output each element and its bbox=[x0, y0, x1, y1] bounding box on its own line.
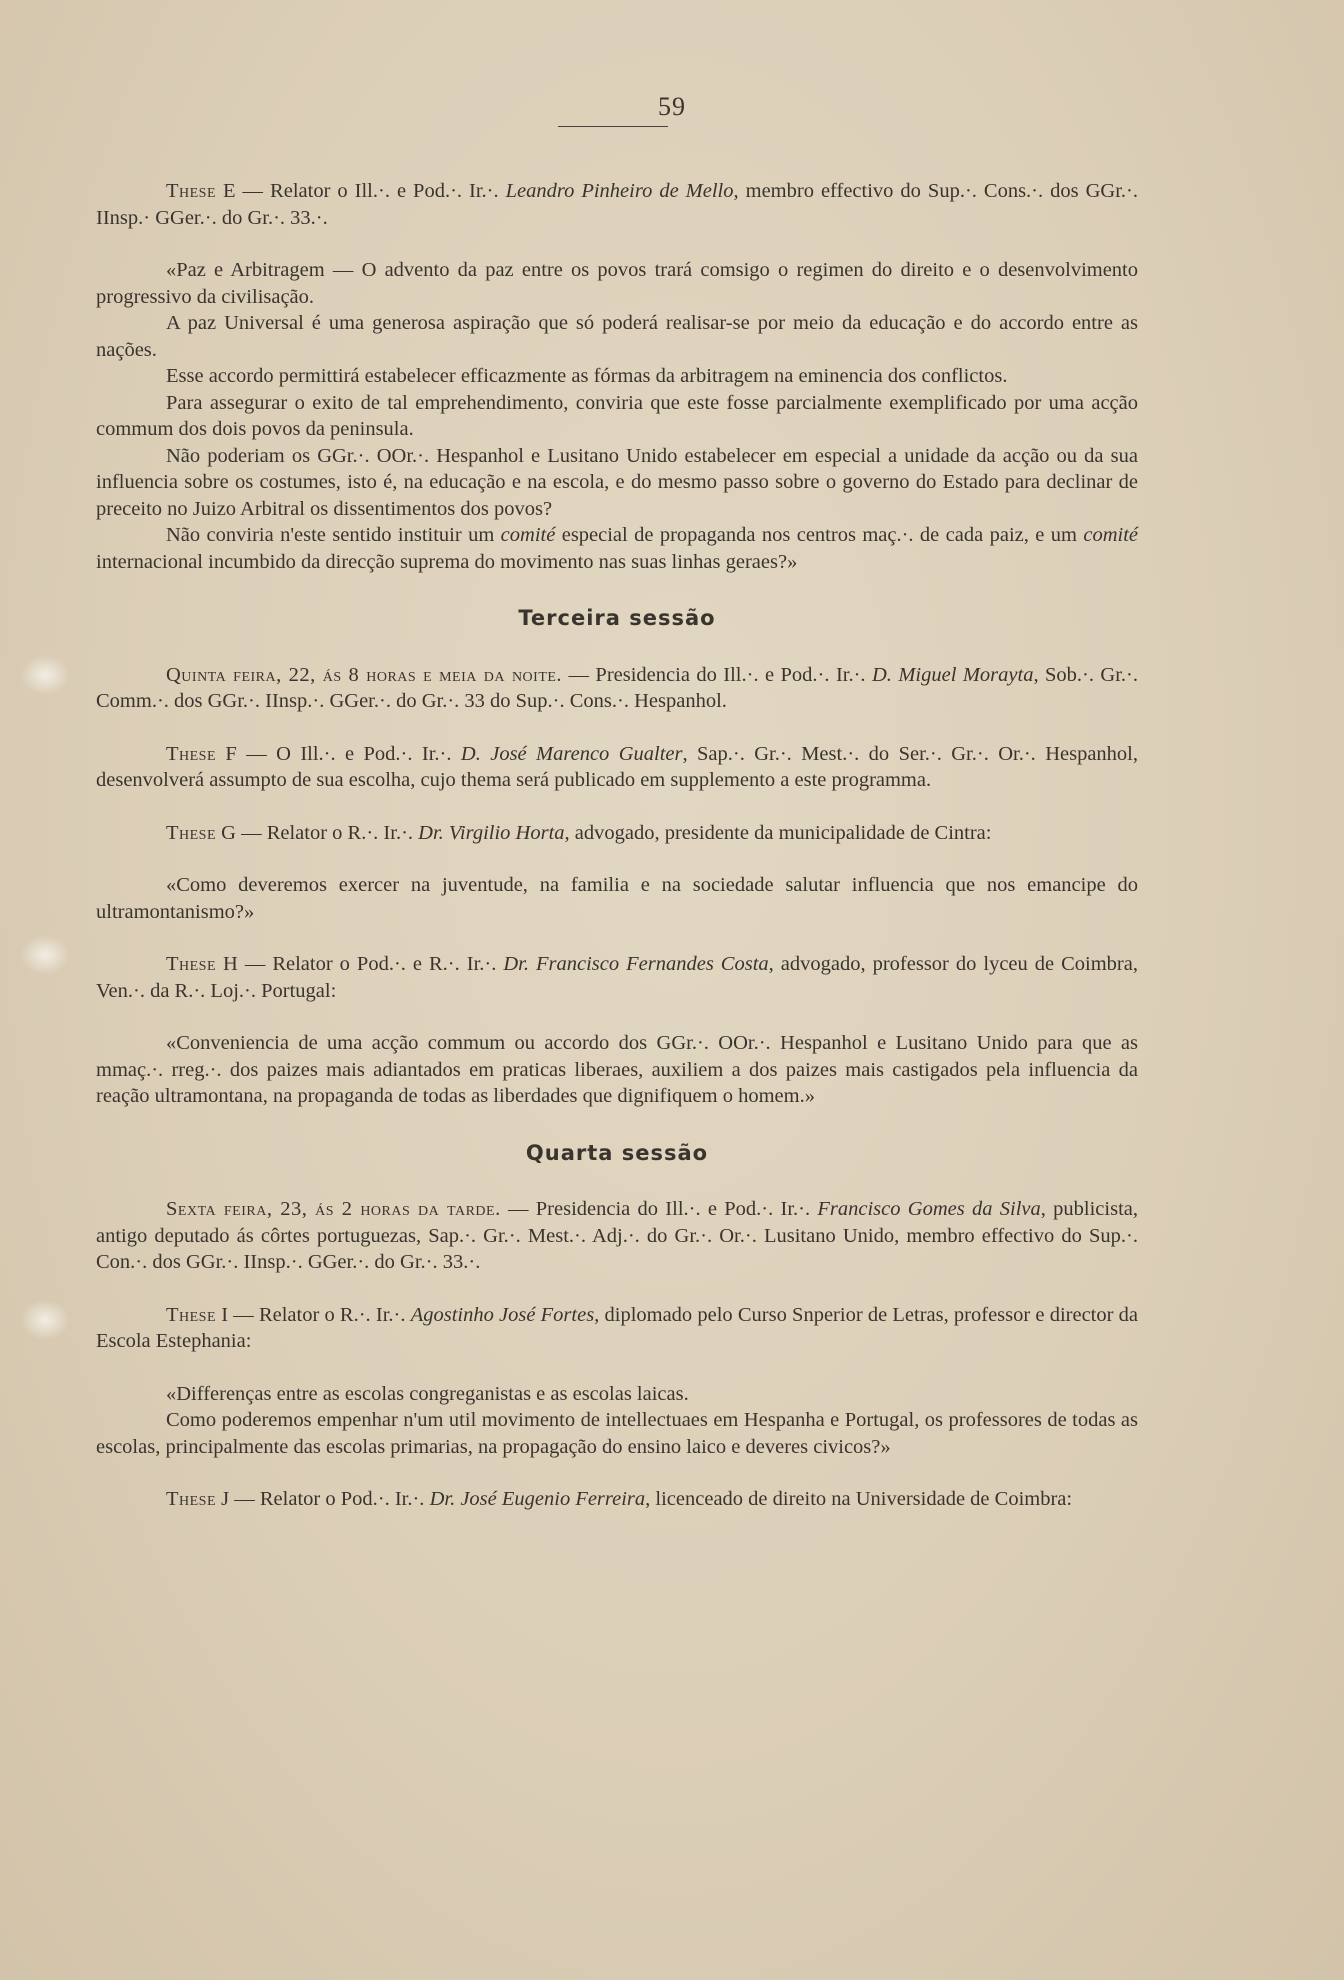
president-name: D. Miguel Morayta bbox=[871, 663, 1034, 686]
these-e-quote-p5: Não poderiam os GGr.·. OOr.·. Hespanhol e Lusitano Unido estabelecer em especial a unidade da acção ou da sua influencia sobre os costumes, isto é, na educação e na escola, e do mesmo passo sobre o governo do Estado para declinar de preceito no Juizo Arbitral os dissentimentos dos povos? bbox=[96, 444, 1138, 520]
these-label: These bbox=[166, 1303, 217, 1326]
these-g-quote: «Como deveremos exercer na juventude, na familia e na sociedade salutar influencia que nos emancipe do ultramontanismo?» bbox=[96, 874, 1138, 923]
these-e-header: These E — Relator o Ill.·. e Pod.·. Ir.·. Leandro Pinheiro de Mello, membro effectivo do Sup.·. Cons.·. dos GGr.·. IInsp.· GGer.·. do Gr.·. 33.·. bbox=[96, 180, 1138, 229]
relator-name: Agostinho José Fortes bbox=[410, 1303, 595, 1326]
these-label: These bbox=[166, 180, 217, 202]
relator-name: Dr. Virgilio Horta bbox=[418, 821, 565, 844]
these-e-quote-p1: «Paz e Arbitragem — O advento da paz entre os povos trará comsigo o regimen do direito e o desenvolvimento progressivo da civilisação. bbox=[96, 259, 1138, 308]
these-i-quote-p2: Como poderemos empenhar n'um util movimento de intellectuaes em Hespanha e Portugal, os professores de todas as escolas, principalmente das escolas primarias, na propagação do ensino laico e deveres civicos?» bbox=[96, 1409, 1138, 1458]
relator-name: Dr. Francisco Fernandes Costa bbox=[503, 953, 769, 975]
these-h-header: These H — Relator o Pod.·. e R.·. Ir.·. Dr. Francisco Fernandes Costa, advogado, professor do lyceu de Coimbra, Ven.·. da R.·. Loj.·. Portugal: bbox=[96, 953, 1138, 1002]
quarta-session-info: Sexta feira, 23, ás 2 horas da tarde. — Presidencia do Ill.·. e Pod.·. Ir.·. Francisco Gomes da Silva, publicista, antigo deputado ás côrtes portuguezas, Sap.·. Gr.·. Mest.·. Adj.·. do Gr.·. Or.·. Lusitano Unido, membro effectivo do Sup.·. Con.·. dos GGr.·. IInsp.·. GGer.·. do Gr.·. 33.·. bbox=[96, 1198, 1138, 1273]
these-e-quote-p3: Esse accordo permittirá estabelecer efficazmente as fórmas da arbitragem na eminencia dos conflictos. bbox=[166, 365, 1008, 387]
page-number: 59 bbox=[658, 92, 686, 121]
these-j-header: These J — Relator o Pod.·. Ir.·. Dr. José Eugenio Ferreira, licenceado de direito na Universidade de Coimbra: bbox=[166, 1488, 1073, 1510]
these-label: These bbox=[166, 821, 217, 844]
these-f-header: These F — O Ill.·. e Pod.·. Ir.·. D. José Marenco Gualter, Sap.·. Gr.·. Mest.·. do Ser.·. Gr.·. Or.·. Hespanhol, desenvolverá assumpto de sua escolha, cujo thema será publicado em supplemento a este programma. bbox=[96, 742, 1138, 791]
these-i-quote-p1: «Differenças entre as escolas congreganistas e as escolas laicas. bbox=[166, 1382, 689, 1405]
page-body bbox=[96, 178, 1138, 1513]
paper-stain bbox=[20, 655, 70, 695]
paper-stain bbox=[20, 935, 70, 975]
these-label: These bbox=[166, 1488, 217, 1510]
relator-name: Dr. José Eugenio Ferreira bbox=[429, 1488, 646, 1510]
paper-stain bbox=[20, 1300, 70, 1340]
these-label: These bbox=[166, 742, 217, 765]
relator-name: D. José Marenco Gualter bbox=[460, 742, 683, 765]
terceira-session-info: Quinta feira, 22, ás 8 horas e meia da noite. — Presidencia do Ill.·. e Pod.·. Ir.·. D. Miguel Morayta, Sob.·. Gr.·. Comm.·. dos GGr.·. IInsp.·. GGer.·. do Gr.·. 33 do Sup.·. Cons.·. Hespanhol. bbox=[96, 663, 1138, 712]
these-label: These bbox=[166, 953, 217, 975]
president-name: Francisco Gomes da Silva bbox=[817, 1198, 1041, 1220]
relator-name: Leandro Pinheiro de Mello bbox=[505, 180, 734, 202]
these-e-quote-p4: Para assegurar o exito de tal emprehendimento, conviria que este fosse parcialmente exemplificado por uma acção commum dos dois povos da peninsula. bbox=[96, 391, 1138, 440]
these-h-quote: «Conveniencia de uma acção commum ou accordo dos GGr.·. OOr.·. Hespanhol e Lusitano Unido para que as mmaç.·. rreg.·. dos paizes mais adiantados em praticas liberaes, auxiliem a dos paizes mais castigados pela influencia da reação ultramontana, na propaganda de todas as liberdades que dignifiquem o homem.» bbox=[96, 1032, 1138, 1107]
these-g-header: These G — Relator o R.·. Ir.·. Dr. Virgilio Horta, advogado, presidente da municipalidade de Cintra: bbox=[166, 821, 992, 844]
session-heading-terceira: Terceira sessão bbox=[518, 606, 716, 630]
session-heading-quarta: Quarta sessão bbox=[525, 1140, 709, 1165]
these-e-quote-p6: Não conviria n'este sentido instituir um comité especial de propaganda nos centros maç.·. de cada paiz, e um comité internacional incumbido da direcção suprema do movimento nas suas linhas geraes?» bbox=[96, 524, 1138, 573]
these-e-quote-p2: A paz Universal é uma generosa aspiração que só poderá realisar-se por meio da educação e do accordo entre as nações. bbox=[96, 312, 1138, 361]
page-number-rule bbox=[558, 126, 668, 127]
these-i-header: These I — Relator o R.·. Ir.·. Agostinho José Fortes, diplomado pelo Curso Snperior de Letras, professor e director da Escola Estephania: bbox=[96, 1303, 1138, 1352]
